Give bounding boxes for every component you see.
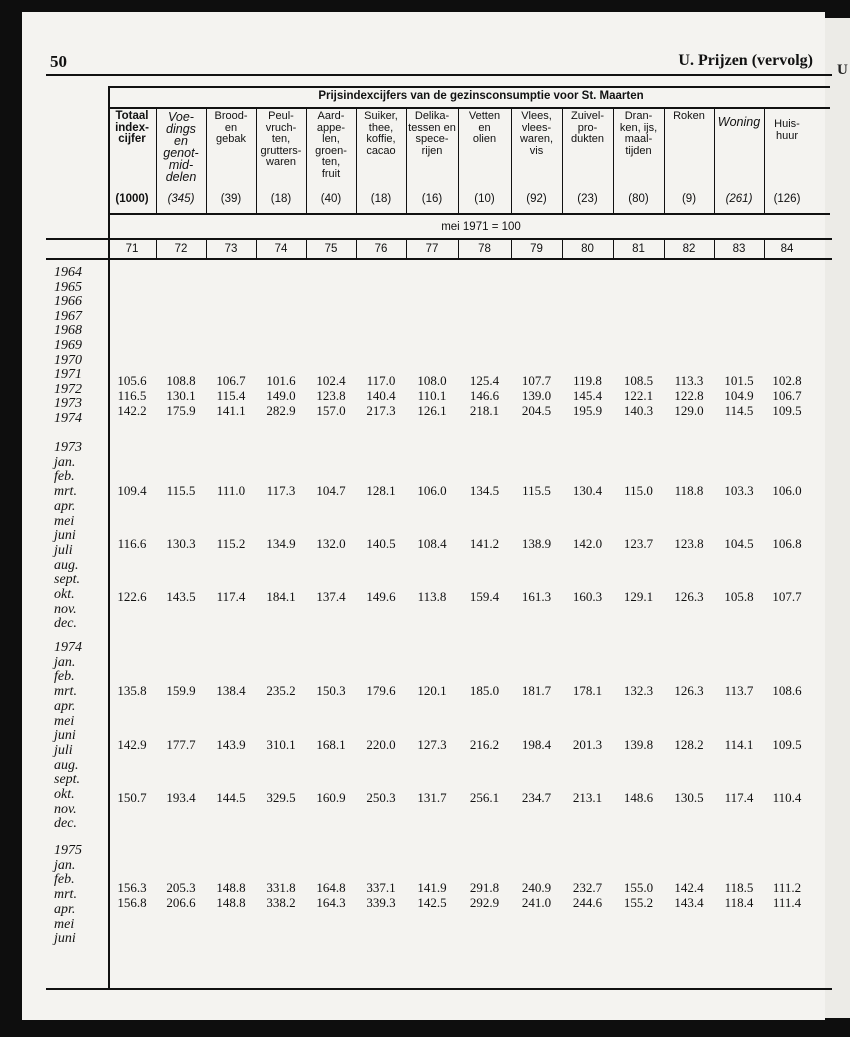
table-cell: 143.4 (674, 895, 704, 910)
row-label: aug. (54, 557, 79, 573)
row-label: okt. (54, 787, 75, 802)
table-cell: 206.6 (166, 895, 196, 910)
table-cell: 150.3 (316, 683, 346, 698)
row-label: dec. (54, 816, 77, 832)
table-cell: 181.7 (521, 683, 552, 698)
next-page-header-fragment: U (837, 62, 848, 78)
table-cell: 106.7 (772, 388, 802, 403)
table-cell: 143.5 (166, 589, 196, 604)
row-label: 1973 (54, 440, 82, 455)
table-cell: 117.4 (216, 589, 246, 604)
table-cell: 106.8 (772, 536, 802, 551)
row-label: 1970 (54, 352, 82, 368)
table-cell: 216.2 (469, 737, 500, 752)
document-page (22, 12, 825, 1020)
column-header: Dran- ken, ijs, maal- tijden (619, 110, 658, 157)
column-number: 83 (732, 243, 746, 255)
table-cell: 109.4 (117, 483, 147, 498)
table-cell: 155.0 (623, 880, 654, 895)
table-cell: 139.8 (623, 737, 654, 752)
table-cell: 123.8 (316, 388, 346, 403)
table-cell: 118.8 (674, 483, 704, 498)
table-cell: 105.8 (724, 589, 754, 604)
table-cell: 126.3 (674, 683, 704, 698)
column-weight: (23) (577, 193, 598, 205)
column-weight: (18) (370, 193, 392, 205)
row-label: 1965 (54, 279, 82, 295)
column-number: 74 (274, 243, 288, 255)
table-cell: 122.1 (623, 388, 654, 403)
table-cell: 104.9 (724, 388, 754, 403)
table-cell: 184.1 (266, 589, 296, 604)
row-label: 1969 (54, 338, 82, 353)
table-cell: 101.6 (266, 373, 296, 388)
table-cell: 106.0 (772, 483, 802, 498)
table-cell: 129.1 (623, 589, 654, 604)
column-weight: (345) (167, 193, 195, 205)
table-cell: 116.6 (117, 536, 147, 551)
row-label: mrt. (54, 484, 77, 500)
table-cell: 140.5 (366, 536, 396, 551)
table-cell: 160.3 (572, 589, 603, 604)
table-cell: 240.9 (521, 880, 552, 895)
table-cell: 113.8 (417, 589, 447, 604)
table-cell: 131.7 (417, 790, 447, 805)
table-cell: 157.0 (316, 403, 346, 418)
row-label: okt. (54, 587, 75, 602)
table-cell: 104.7 (316, 483, 346, 498)
column-weight: (16) (421, 193, 443, 205)
table-cell: 146.6 (469, 388, 500, 403)
row-label: apr. (54, 698, 76, 714)
column-weight: (92) (526, 193, 547, 205)
table-cell: 195.9 (572, 403, 603, 418)
table-cell: 291.8 (469, 880, 500, 895)
row-label: 1971 (54, 367, 82, 383)
table-cell: 111.2 (772, 880, 802, 895)
column-header: Voe- dings en genot- mid- delen (163, 110, 199, 184)
table-cell: 232.7 (572, 880, 603, 895)
row-label: mrt. (54, 684, 77, 700)
row-label: aug. (54, 757, 79, 773)
table-cell: 235.2 (266, 683, 296, 698)
table-cell: 115.4 (216, 388, 246, 403)
row-label: mei (54, 916, 75, 932)
table-cell: 148.8 (216, 895, 246, 910)
row-label: juni (54, 728, 76, 744)
table-cell: 164.3 (316, 895, 346, 910)
column-header: Suiker, thee, koffie, cacao (364, 110, 398, 157)
table-cell: 142.9 (117, 737, 147, 752)
banner-under-rule (108, 107, 830, 109)
next-page-edge (825, 18, 850, 1018)
table-cell: 140.3 (623, 403, 654, 418)
row-label: 1973 (54, 396, 82, 412)
table-cell: 155.2 (623, 895, 654, 910)
table-cell: 110.1 (417, 388, 447, 403)
table-cell: 204.5 (521, 403, 552, 418)
table-cell: 108.4 (417, 536, 447, 551)
table-cell: 256.1 (469, 790, 500, 805)
table-cell: 115.5 (522, 483, 551, 498)
table-cell: 105.6 (117, 373, 147, 388)
row-label: sept. (54, 772, 81, 788)
column-weight: (40) (320, 193, 342, 205)
row-label: 1975 (54, 843, 82, 858)
row-label: nov. (54, 601, 77, 617)
table-cell: 141.1 (216, 403, 246, 418)
table-cell: 101.5 (724, 373, 754, 388)
column-header: Huis- huur (774, 118, 800, 142)
table-cell: 142.5 (417, 895, 447, 910)
table-cell: 149.0 (266, 388, 296, 403)
table-cell: 250.3 (366, 790, 396, 805)
table-cell: 141.9 (417, 880, 447, 895)
column-weight: (261) (725, 193, 753, 205)
table-cell: 111.4 (772, 895, 802, 910)
chapter-header: U. Prijzen (vervolg) (678, 52, 813, 69)
table-cell: 282.9 (266, 403, 296, 418)
column-weight: (9) (681, 193, 697, 205)
column-number: 79 (530, 243, 543, 255)
base-period-label: mei 1971 = 100 (441, 221, 521, 233)
column-number: 81 (632, 243, 645, 255)
column-weight: (10) (474, 193, 495, 205)
table-cell: 142.4 (674, 880, 704, 895)
row-label: 1967 (54, 308, 82, 324)
row-label: jan. (54, 654, 76, 670)
table-cell: 108.8 (166, 373, 196, 388)
top-rule (46, 74, 832, 76)
table-cell: 220.0 (366, 737, 396, 752)
table-cell: 143.9 (216, 737, 246, 752)
table-cell: 108.5 (623, 373, 654, 388)
row-label: 1966 (54, 294, 82, 310)
column-header: Delika- tessen en spece- rijen (408, 110, 456, 157)
column-number-bottom-rule (46, 258, 832, 260)
row-label: jan. (54, 857, 76, 873)
table-cell: 109.5 (772, 403, 802, 418)
table-cell: 107.7 (521, 373, 552, 388)
column-weight: (80) (628, 193, 649, 205)
table-cell: 115.5 (166, 483, 196, 498)
table-cell: 241.0 (521, 895, 552, 910)
table-cell: 104.5 (724, 536, 754, 551)
table-cell: 142.2 (117, 403, 147, 418)
table-cell: 139.0 (521, 388, 552, 403)
column-header: Totaal index- cijfer (115, 110, 149, 145)
table-cell: 161.3 (521, 589, 552, 604)
table-cell: 115.0 (624, 483, 653, 498)
table-cell: 234.7 (521, 790, 552, 805)
column-number: 73 (224, 243, 238, 255)
table-cell: 331.8 (266, 880, 296, 895)
table-cell: 148.6 (623, 790, 654, 805)
row-label: 1972 (54, 381, 82, 397)
table-cell: 108.0 (417, 373, 447, 388)
row-label: feb. (54, 872, 75, 888)
table-cell: 117.0 (366, 373, 396, 388)
table-cell: 113.3 (674, 373, 704, 388)
table-cell: 144.5 (216, 790, 246, 805)
column-header: Vetten en olien (468, 110, 501, 145)
table-cell: 130.1 (166, 388, 196, 403)
row-label: mrt. (54, 887, 77, 903)
table-cell: 120.1 (417, 683, 447, 698)
row-label: apr. (54, 901, 76, 917)
table-cell: 125.4 (469, 373, 500, 388)
table-cell: 102.8 (772, 373, 802, 388)
table-cell: 130.3 (166, 536, 196, 551)
row-label: mei (54, 513, 75, 529)
row-label: 1974 (54, 640, 82, 655)
table-cell: 177.7 (166, 737, 196, 752)
row-label: nov. (54, 801, 77, 817)
row-label: juni (54, 528, 76, 544)
table-cell: 113.7 (724, 683, 754, 698)
table-cell: 130.4 (572, 483, 603, 498)
row-label: juli (54, 742, 73, 758)
table-cell: 159.9 (166, 683, 196, 698)
table-cell: 185.0 (469, 683, 500, 698)
column-header: Woning (717, 115, 761, 129)
column-weight: (1000) (115, 193, 149, 205)
table-cell: 244.6 (572, 895, 603, 910)
page-number: 50 (50, 52, 67, 71)
table-cell: 129.0 (674, 403, 704, 418)
table-cell: 156.8 (117, 895, 147, 910)
column-number: 71 (125, 243, 139, 255)
row-label: juni (54, 931, 76, 947)
table-cell: 213.1 (572, 790, 603, 805)
row-label: 1974 (54, 411, 82, 426)
row-label: 1964 (54, 265, 82, 280)
table-cell: 160.9 (316, 790, 346, 805)
table-cell: 140.4 (366, 388, 396, 403)
table-cell: 109.5 (772, 737, 802, 752)
banner-rule (108, 86, 830, 88)
table-cell: 122.8 (674, 388, 704, 403)
row-label: apr. (54, 498, 76, 514)
table-cell: 135.8 (117, 683, 147, 698)
table-cell: 179.6 (366, 683, 396, 698)
table-cell: 106.7 (216, 373, 246, 388)
row-label: sept. (54, 572, 81, 588)
table-cell: 128.1 (366, 483, 396, 498)
bottom-rule (46, 988, 832, 990)
table-cell: 137.4 (316, 589, 346, 604)
table-cell: 149.6 (366, 589, 396, 604)
table-cell: 114.5 (724, 403, 754, 418)
column-number: 84 (780, 243, 794, 255)
column-weight: (39) (220, 193, 242, 205)
table-cell: 168.1 (316, 737, 346, 752)
table-cell: 159.4 (469, 589, 500, 604)
table-cell: 310.1 (266, 737, 296, 752)
table-cell: 117.3 (266, 483, 296, 498)
table-cell: 148.8 (216, 880, 246, 895)
table-cell: 145.4 (572, 388, 603, 403)
table-cell: 102.4 (316, 373, 346, 388)
table-cell: 106.0 (417, 483, 447, 498)
column-number: 80 (581, 243, 594, 255)
table-cell: 217.3 (366, 403, 396, 418)
table-cell: 292.9 (469, 895, 500, 910)
table-cell: 175.9 (166, 403, 196, 418)
column-number: 77 (425, 243, 439, 255)
table-cell: 111.0 (216, 483, 246, 498)
row-label: mei (54, 713, 75, 729)
column-header: Peul- vruch- ten, grutters- waren (260, 110, 302, 168)
table-cell: 337.1 (366, 880, 396, 895)
table-cell: 132.3 (623, 683, 654, 698)
table-cell: 142.0 (572, 536, 603, 551)
table-cell: 108.6 (772, 683, 802, 698)
table-cell: 117.4 (724, 790, 754, 805)
column-header: Zuivel- pro- dukten (570, 110, 605, 145)
column-weight: (18) (270, 193, 292, 205)
table-cell: 164.8 (316, 880, 346, 895)
table-title: Prijsindexcijfers van de gezinsconsumptie voor St. Maarten (318, 90, 644, 102)
table-cell: 198.4 (521, 737, 552, 752)
header-bottom-rule (108, 213, 830, 215)
column-header: Vlees, vlees- waren, vis (519, 110, 554, 157)
table-cell: 338.2 (266, 895, 296, 910)
table-cell: 122.6 (117, 589, 147, 604)
column-number: 75 (324, 243, 338, 255)
column-number: 82 (682, 243, 696, 255)
table-cell: 118.4 (724, 895, 754, 910)
table-cell: 103.3 (724, 483, 754, 498)
table-cell: 132.0 (316, 536, 346, 551)
table-cell: 115.2 (216, 536, 246, 551)
column-weight: (126) (773, 193, 801, 205)
table-cell: 130.5 (674, 790, 704, 805)
table-cell: 114.1 (724, 737, 754, 752)
column-header: Brood- en gebak (214, 110, 248, 145)
table-cell: 107.7 (772, 589, 802, 604)
table-cell: 110.4 (772, 790, 802, 805)
table-cell: 119.8 (573, 373, 602, 388)
table-cell: 141.2 (469, 536, 500, 551)
column-header: Aard- appe- len, groen- ten, fruit (315, 110, 347, 180)
row-label: jan. (54, 454, 76, 470)
table-cell: 128.2 (674, 737, 704, 752)
table-cell: 150.7 (117, 790, 147, 805)
table-cell: 123.8 (674, 536, 704, 551)
table-cell: 138.9 (521, 536, 552, 551)
row-label: juli (54, 542, 73, 558)
table-cell: 156.3 (117, 880, 147, 895)
table-cell: 178.1 (572, 683, 603, 698)
column-number: 76 (374, 243, 388, 255)
table-cell: 339.3 (366, 895, 396, 910)
row-label: dec. (54, 616, 77, 632)
table-cell: 116.5 (117, 388, 147, 403)
table-cell: 218.1 (469, 403, 500, 418)
table-cell: 329.5 (266, 790, 296, 805)
table-cell: 193.4 (166, 790, 196, 805)
table-cell: 127.3 (417, 737, 447, 752)
table-cell: 201.3 (572, 737, 603, 752)
row-label: feb. (54, 469, 75, 485)
table-cell: 138.4 (216, 683, 246, 698)
table-cell: 134.5 (469, 483, 500, 498)
table-cell: 123.7 (623, 536, 654, 551)
table-cell: 126.3 (674, 589, 704, 604)
row-label: feb. (54, 669, 75, 685)
table-cell: 126.1 (417, 403, 447, 418)
column-number: 72 (174, 243, 188, 255)
row-label: 1968 (54, 323, 82, 339)
table-cell: 134.9 (266, 536, 296, 551)
column-number: 78 (478, 243, 491, 255)
table-cell: 205.3 (166, 880, 196, 895)
table-cell: 118.5 (724, 880, 754, 895)
column-header: Roken (673, 110, 705, 122)
